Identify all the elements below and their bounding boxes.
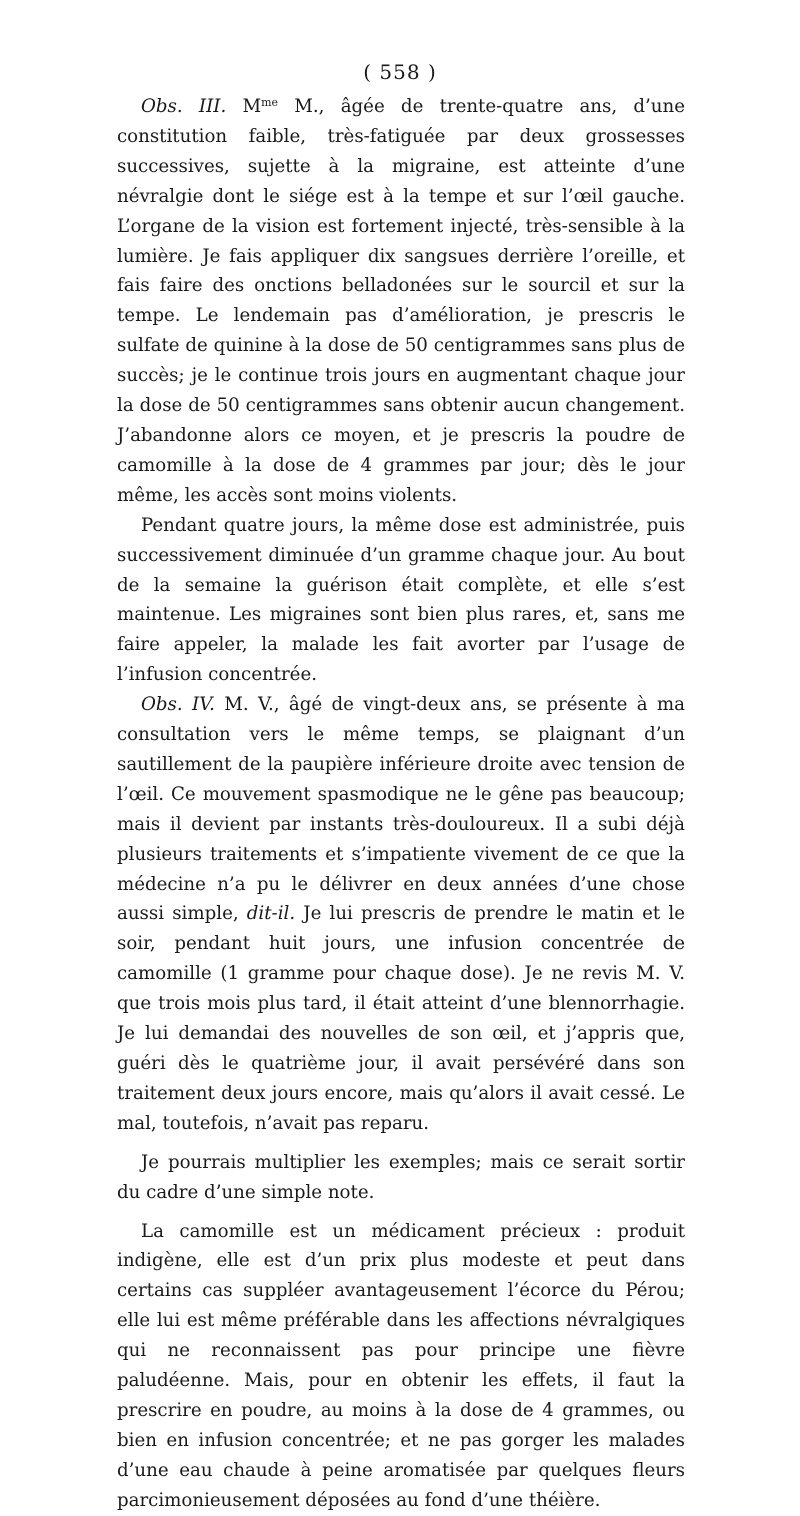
paragraph-text: Je pourrais multiplier les exemples; mais ce serait sortir du cadre d’une simple note. bbox=[117, 1151, 685, 1203]
paragraph-text-continued: Je lui prescris de prendre le matin et le soir, pendant huit jours, une infusion concentrée de camomille (1 gramme pour chaque dose). Je ne revis M. V. que trois mois plus tard, il était atteint d’une blennorrhagie. Je lui demandai des nouvelles de son œil, et j’appris que, guéri dès le quatrième jour, il avait persévéré dans son traitement deux jours encore, mais qu’alors il avait cessé. Le mal, toutefois, n’avait pas reparu. bbox=[117, 903, 685, 1134]
paragraph-conclusion bbox=[117, 1217, 685, 1516]
italic-quote: dit-il. bbox=[246, 903, 296, 925]
observation-label: Obs. IV. bbox=[141, 694, 215, 716]
patient-title-superscript: me bbox=[261, 96, 279, 109]
paragraph-obs-3 bbox=[117, 92, 685, 511]
paragraph-text: M. V., âgé de vingt-deux ans, se présente à ma consultation vers le même temps, se plaignant d’un sautillement de la paupière inférieure droite avec tension de l’œil. Ce mouvement spasmodique ne le gêne pas beaucoup; mais il devient par instants très-douloureux. Il a subi déjà plusieurs traitements et s’impatiente vivement de ce que la médecine n’a pu le délivrer en deux années d’une chose aussi simple, bbox=[117, 694, 685, 925]
paragraph-text: Pendant quatre jours, la même dose est administrée, puis successivement diminuée d’un gramme chaque jour. Au bout de la semaine la guérison était complète, et elle s’est maintenue. Les migraines sont bien plus rares, et, sans me faire appeler, la malade les fait avorter par l’usage de l’infusion concentrée. bbox=[117, 514, 685, 686]
body-text bbox=[117, 92, 685, 1516]
paragraph-text: La camomille est un médicament précieux : produit indigène, elle est d’un prix plus modeste et peut dans certains cas suppléer avantageusement l’écorce du Pérou; elle lui est même préférable dans les affections névralgiques qui ne reconnaissent pas pour principe une fièvre paludéenne. Mais, pour en obtenir les effets, il faut la prescrire en poudre, au moins à la dose de 4 grammes, ou bien en infusion concentrée; et ne pas gorger les malades d’une eau chaude à peine aromatisée par quelques fleurs parcimonieusement déposées au fond d’une théière. bbox=[117, 1220, 685, 1511]
paragraph-text: M., âgée de trente-quatre ans, d’une constitution faible, très-fatiguée par deux grossesses successives, sujette à la migraine, est atteinte d’une névralgie dont le siége est à la tempe et sur l’œil gauche. L’organe de la vision est fortement injecté, très-sensible à la lumière. Je fais appliquer dix sangsues derrière l’oreille, et fais faire des onctions belladonées sur le sourcil et sur la tempe. Le lendemain pas d’amélioration, je prescris le sulfate de quinine à la dose de 50 centigrammes sans plus de succès; je le continue trois jours en augmentant chaque jour la dose de 50 centigrammes sans obtenir aucun changement. J’abandonne alors ce moyen, et je prescris la poudre de camomille à la dose de 4 grammes par jour; dès le jour même, les accès sont moins violents. bbox=[117, 96, 685, 506]
observation-label: Obs. III. bbox=[141, 96, 227, 117]
patient-title-prefix: M bbox=[226, 96, 262, 117]
paragraph-examples bbox=[117, 1148, 685, 1208]
paragraph-followup bbox=[117, 511, 685, 690]
paragraph-obs-4 bbox=[117, 690, 685, 1139]
page-number: ( 558 ) bbox=[363, 60, 437, 84]
